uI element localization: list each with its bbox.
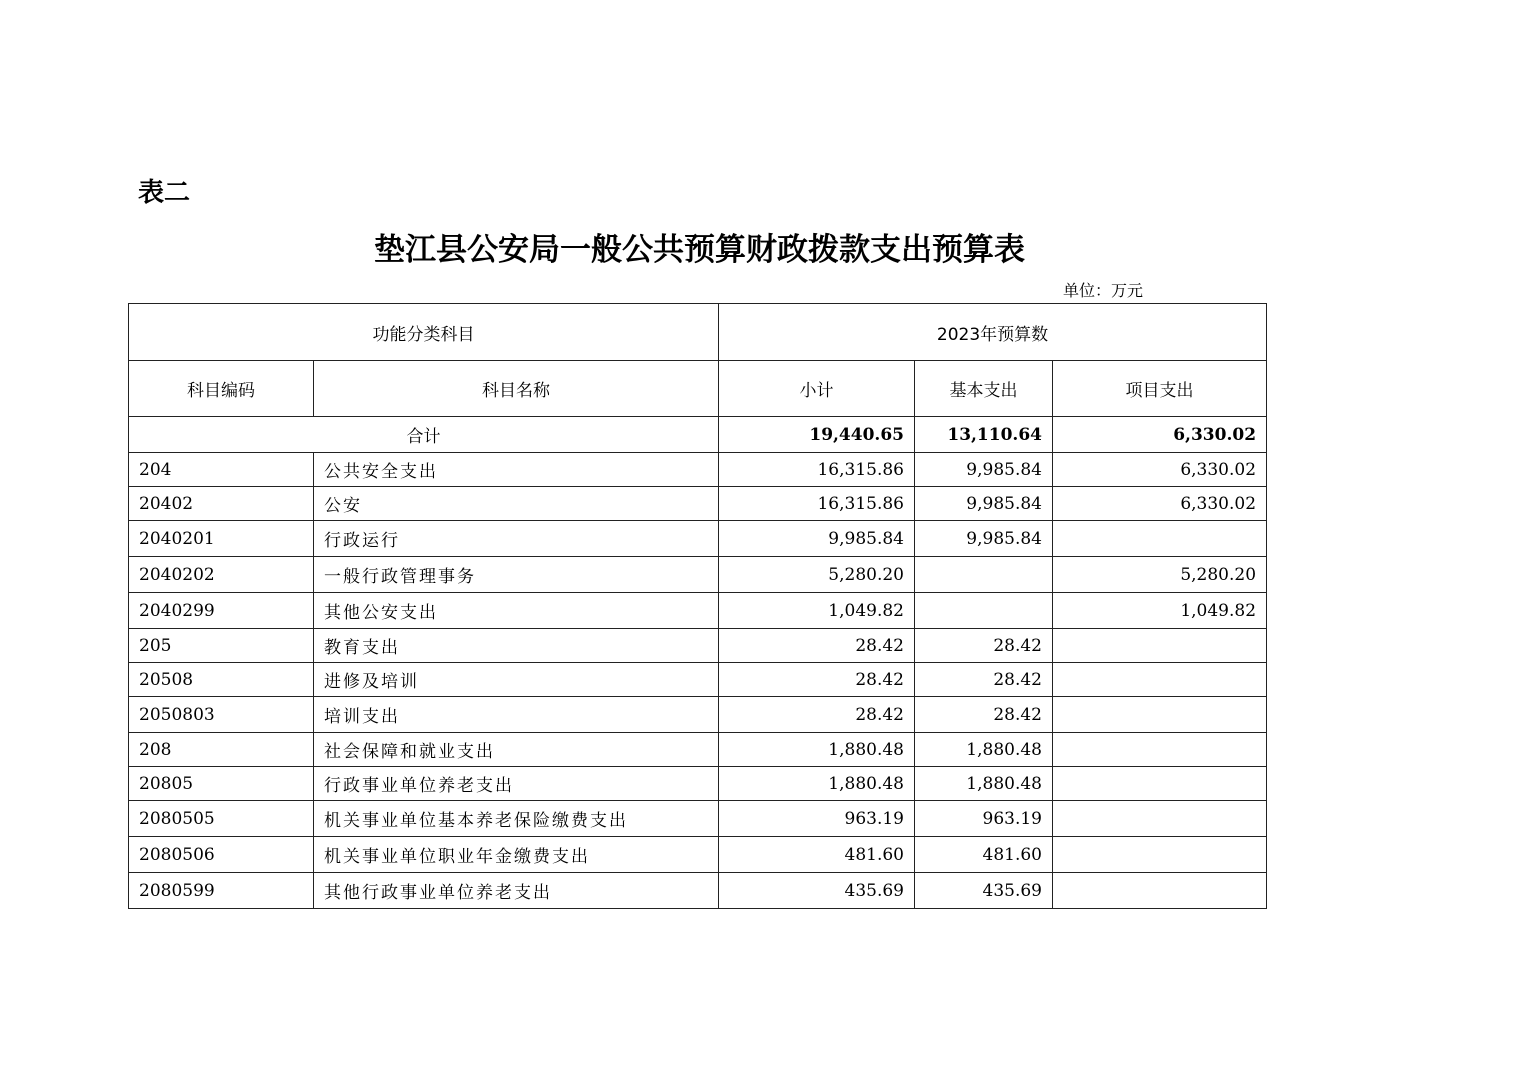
row-code: 20402 — [129, 487, 314, 521]
header-project: 项目支出 — [1053, 361, 1267, 417]
table-row — [129, 487, 1267, 521]
row-basic: 28.42 — [915, 629, 1053, 663]
header-budget-year: 2023年预算数 — [719, 304, 1267, 361]
row-project — [1053, 663, 1267, 697]
table-row — [129, 557, 1267, 593]
row-code: 208 — [129, 733, 314, 767]
row-basic: 435.69 — [915, 873, 1053, 909]
total-label: 合计 — [129, 417, 719, 453]
row-project: 6,330.02 — [1053, 453, 1267, 487]
row-code: 205 — [129, 629, 314, 663]
row-code: 2080506 — [129, 837, 314, 873]
row-subtotal: 9,985.84 — [719, 521, 915, 557]
table-row — [129, 593, 1267, 629]
row-basic: 1,880.48 — [915, 733, 1053, 767]
document-title: 垫江县公安局一般公共预算财政拨款支出预算表 — [374, 232, 1025, 268]
row-project — [1053, 697, 1267, 733]
row-name: 公共安全支出 — [314, 453, 719, 487]
row-subtotal: 435.69 — [719, 873, 915, 909]
row-basic: 9,985.84 — [915, 453, 1053, 487]
row-basic — [915, 593, 1053, 629]
row-code: 2080599 — [129, 873, 314, 909]
row-subtotal: 28.42 — [719, 697, 915, 733]
row-name: 机关事业单位职业年金缴费支出 — [314, 837, 719, 873]
row-name: 进修及培训 — [314, 663, 719, 697]
total-subtotal: 19,440.65 — [719, 417, 915, 453]
header-row-columns — [129, 361, 1267, 417]
row-project — [1053, 767, 1267, 801]
row-name: 社会保障和就业支出 — [314, 733, 719, 767]
table-row — [129, 873, 1267, 909]
table-row — [129, 697, 1267, 733]
total-row — [129, 417, 1267, 453]
total-basic: 13,110.64 — [915, 417, 1053, 453]
row-name: 公安 — [314, 487, 719, 521]
row-code: 2040201 — [129, 521, 314, 557]
row-subtotal: 28.42 — [719, 663, 915, 697]
row-code: 20805 — [129, 767, 314, 801]
table-body — [129, 417, 1267, 909]
row-basic: 28.42 — [915, 697, 1053, 733]
row-code: 2050803 — [129, 697, 314, 733]
row-basic: 481.60 — [915, 837, 1053, 873]
table-row — [129, 801, 1267, 837]
table-row — [129, 663, 1267, 697]
budget-table — [128, 303, 1267, 909]
row-subtotal: 16,315.86 — [719, 453, 915, 487]
row-code: 20508 — [129, 663, 314, 697]
row-project: 6,330.02 — [1053, 487, 1267, 521]
table-row — [129, 521, 1267, 557]
row-basic: 963.19 — [915, 801, 1053, 837]
total-project: 6,330.02 — [1053, 417, 1267, 453]
row-basic: 1,880.48 — [915, 767, 1053, 801]
row-subtotal: 1,880.48 — [719, 733, 915, 767]
row-project — [1053, 801, 1267, 837]
row-name: 行政事业单位养老支出 — [314, 767, 719, 801]
row-basic: 9,985.84 — [915, 521, 1053, 557]
row-name: 一般行政管理事务 — [314, 557, 719, 593]
row-code: 2040299 — [129, 593, 314, 629]
header-name: 科目名称 — [314, 361, 719, 417]
row-project — [1053, 629, 1267, 663]
row-basic — [915, 557, 1053, 593]
table-row — [129, 837, 1267, 873]
row-name: 教育支出 — [314, 629, 719, 663]
row-subtotal: 963.19 — [719, 801, 915, 837]
row-name: 其他行政事业单位养老支出 — [314, 873, 719, 909]
table-row — [129, 733, 1267, 767]
row-project: 1,049.82 — [1053, 593, 1267, 629]
header-basic: 基本支出 — [915, 361, 1053, 417]
row-code: 2040202 — [129, 557, 314, 593]
row-code: 204 — [129, 453, 314, 487]
row-project — [1053, 837, 1267, 873]
header-function-category: 功能分类科目 — [129, 304, 719, 361]
row-project — [1053, 521, 1267, 557]
row-subtotal: 28.42 — [719, 629, 915, 663]
row-subtotal: 5,280.20 — [719, 557, 915, 593]
row-name: 机关事业单位基本养老保险缴费支出 — [314, 801, 719, 837]
row-project: 5,280.20 — [1053, 557, 1267, 593]
row-name: 行政运行 — [314, 521, 719, 557]
row-subtotal: 1,049.82 — [719, 593, 915, 629]
row-subtotal: 481.60 — [719, 837, 915, 873]
header-row-group — [129, 304, 1267, 361]
row-project — [1053, 873, 1267, 909]
row-subtotal: 1,880.48 — [719, 767, 915, 801]
header-subtotal: 小计 — [719, 361, 915, 417]
row-project — [1053, 733, 1267, 767]
row-basic: 28.42 — [915, 663, 1053, 697]
header-code: 科目编码 — [129, 361, 314, 417]
row-name: 培训支出 — [314, 697, 719, 733]
table-header — [129, 304, 1267, 417]
row-code: 2080505 — [129, 801, 314, 837]
row-subtotal: 16,315.86 — [719, 487, 915, 521]
table-row — [129, 629, 1267, 663]
row-basic: 9,985.84 — [915, 487, 1053, 521]
table-row — [129, 453, 1267, 487]
unit-note: 单位：万元 — [1063, 281, 1144, 300]
row-name: 其他公安支出 — [314, 593, 719, 629]
table-row — [129, 767, 1267, 801]
table-number: 表二 — [138, 178, 191, 208]
